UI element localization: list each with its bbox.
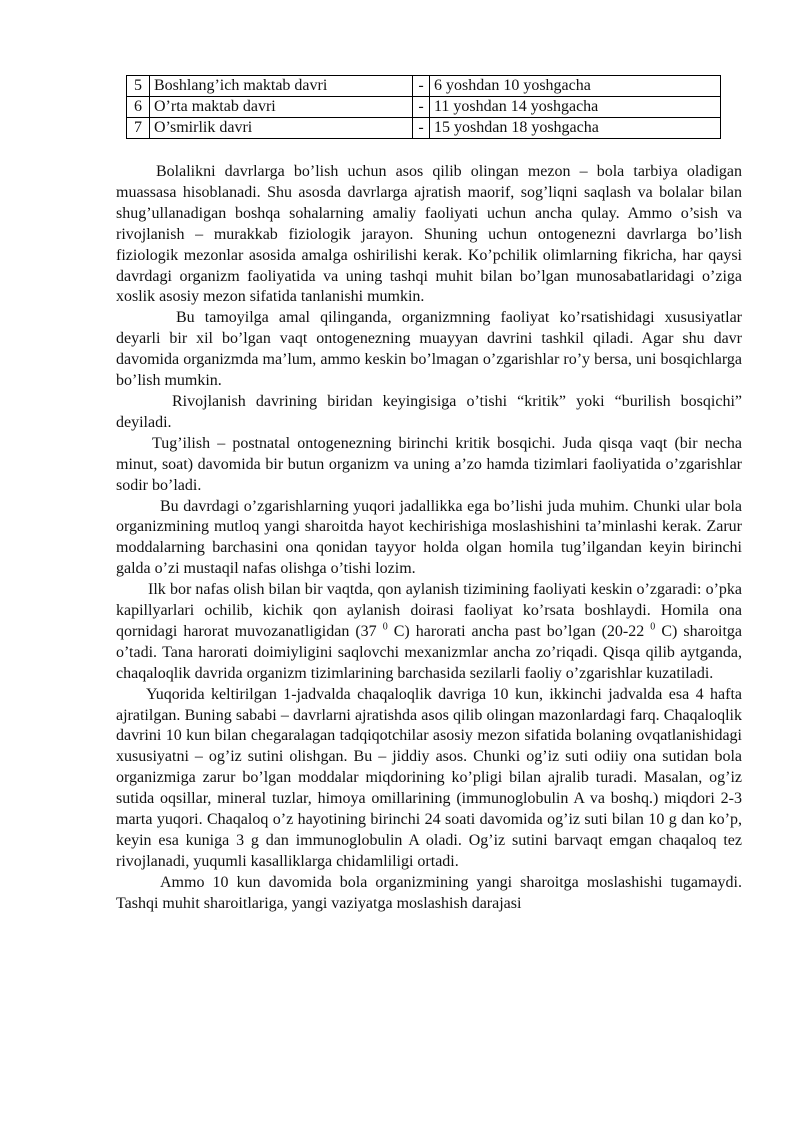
body-text xyxy=(116,162,742,915)
paragraph-text-part: C) sharoitga o’tadi. Tana harorati doimiyligini saqlovchi mexanizmlar ancha zo’riqadi. Qisqa qilib aytganda, chaqaloqlik davrida organizm tizimlarining barchasida sezilarli faoliy o’zgarishlar kuzatiladi. xyxy=(116,622,743,682)
table-row xyxy=(127,97,721,118)
degree-superscript: 0 xyxy=(382,621,388,633)
paragraph-birth: Tug’ilish – postnatal ontogenezning birinchi kritik bosqichi. Juda qisqa vaqt (bir necha minut, soat) davomida bir butun organizm va uning a’zo hamda tizimlari faoliyatida o’zgarishlar sodir bo’ladi. xyxy=(116,434,742,494)
age-range: 11 yoshdan 14 yoshgacha xyxy=(430,97,721,118)
separator-dash: - xyxy=(413,76,430,97)
age-periods-table xyxy=(126,75,721,139)
paragraph-adaptation: Bu davrdagi o’zgarishlarning yuqori jadallikka ega bo’lishi juda muhim. Chunki ular bola organizmining mutloq yangi sharoitda hayot kechirishiga moslashishini ta’minlashi kerak. Zarur moddalarning barchasini ona qonidan tayyor holda olgan homila tug’ilgandan keyin birinchi galda o’zi mustaqil nafas olishga o’tishi lozim. xyxy=(116,497,742,578)
paragraph-text-part: C) harorati ancha past bo’lgan (20-22 xyxy=(393,622,645,640)
table-row xyxy=(127,118,721,139)
paragraph-text-part: Ilk bor nafas olish bilan bir vaqtda, qon aylanish tizimining faoliyati keskin o’zgaradi: o’pka kapillyarlari ochilib, kichik qon aylanish doirasi faoliyat ko’rsata boshlaydi. Homila ona qornidagi harorat muvozanatligidan (37 xyxy=(116,581,742,640)
degree-superscript: 0 xyxy=(650,621,656,633)
separator-dash: - xyxy=(413,97,430,118)
row-number: 7 xyxy=(127,118,150,139)
paragraph-principle: Bu tamoyilga amal qilinganda, organizmning faoliyat ko’rsatishidagi xususiyatlar deyarli bir xil bo’lgan vaqt ontogenezning muayyan davrini tashkil qiladi. Agar shu davr davomida organizmda ma’lum, ammo keskin bo’lmagan o’zgarishlar ro’y bersa, uni bosqichlarga bo’lish mumkin. xyxy=(116,309,742,390)
paragraph-critical-stage: Rivojlanish davrining biridan keyingisiga o’tishi “kritik” yoki “burilish bosqichi” deyiladi. xyxy=(116,392,742,431)
paragraph-circulation xyxy=(116,580,742,685)
paragraph-continuation: Ammo 10 kun davomida bola organizmining yangi sharoitga moslashishi tugamaydi. Tashqi muhit sharoitlariga, yangi vaziyatga moslashish darajasi xyxy=(116,873,742,912)
period-name: O’smirlik davri xyxy=(150,118,413,139)
row-number: 6 xyxy=(127,97,150,118)
table-row xyxy=(127,76,721,97)
row-number: 5 xyxy=(127,76,150,97)
age-range: 15 yoshdan 18 yoshgacha xyxy=(430,118,721,139)
period-name: Boshlang’ich maktab davri xyxy=(150,76,413,97)
paragraph-period-criteria: Bolalikni davrlarga bo’lish uchun asos qilib olingan mezon – bola tarbiya oladigan muassasa hisoblanadi. Shu asosda davrlarga ajratish maorif, sog’liqni saqlash va bolalar bilan shug’ullanadigan boshqa sohalarning amaliy faoliyati uchun ancha qulay. Ammo o’sish va rivojlanish – murakkab fiziologik jarayon. Shuning uchun ontogenezni davrlarga bo’lish fiziologik mezonlar asosida amalga oshirilishi kerak. Ko’pchilik olimlarning fikricha, har qaysi davrdagi organizm faoliyatida va uning tashqi muhit bilan bo’lgan munosabatlaridagi o’ziga xoslik asosiy mezon sifatida tanlanishi mumkin. xyxy=(116,163,742,306)
paragraph-colostrum: Yuqorida keltirilgan 1-jadvalda chaqaloqlik davriga 10 kun, ikkinchi jadvalda esa 4 hafta ajratilgan. Buning sababi – davrlarni ajratishda asos qilib olingan mazonlardagi farq. Chaqaloqlik davrini 10 kun bilan chegaralagan tadqiqotchilar asosiy mezon sifatida bolaning ovqatlanishidagi xususiyatni – og’iz sutini olishgan. Bu – jiddiy asos. Chunki og’iz suti odiiy ona sutidan bola organizmiga zarur bo’lgan moddalar miqdorining ko’pligi bilan ajralib turadi. Masalan, og’iz sutida oqsillar, mineral tuzlar, himoya omillarining (immunoglobulin A va boshq.) miqdori 2-3 marta yuqori. Chaqaloq o’z hayotining birinchi 24 soati davomida og’iz suti bilan 10 g dan ko’p, keyin esa kuniga 3 g dan immunoglobulin A oladi. Og’iz sutini barvaqt emgan chaqaloq tez rivojlanadi, yuqumli kasalliklarga chidamliligi ortadi. xyxy=(116,685,742,870)
separator-dash: - xyxy=(413,118,430,139)
period-name: O’rta maktab davri xyxy=(150,97,413,118)
age-range: 6 yoshdan 10 yoshgacha xyxy=(430,76,721,97)
